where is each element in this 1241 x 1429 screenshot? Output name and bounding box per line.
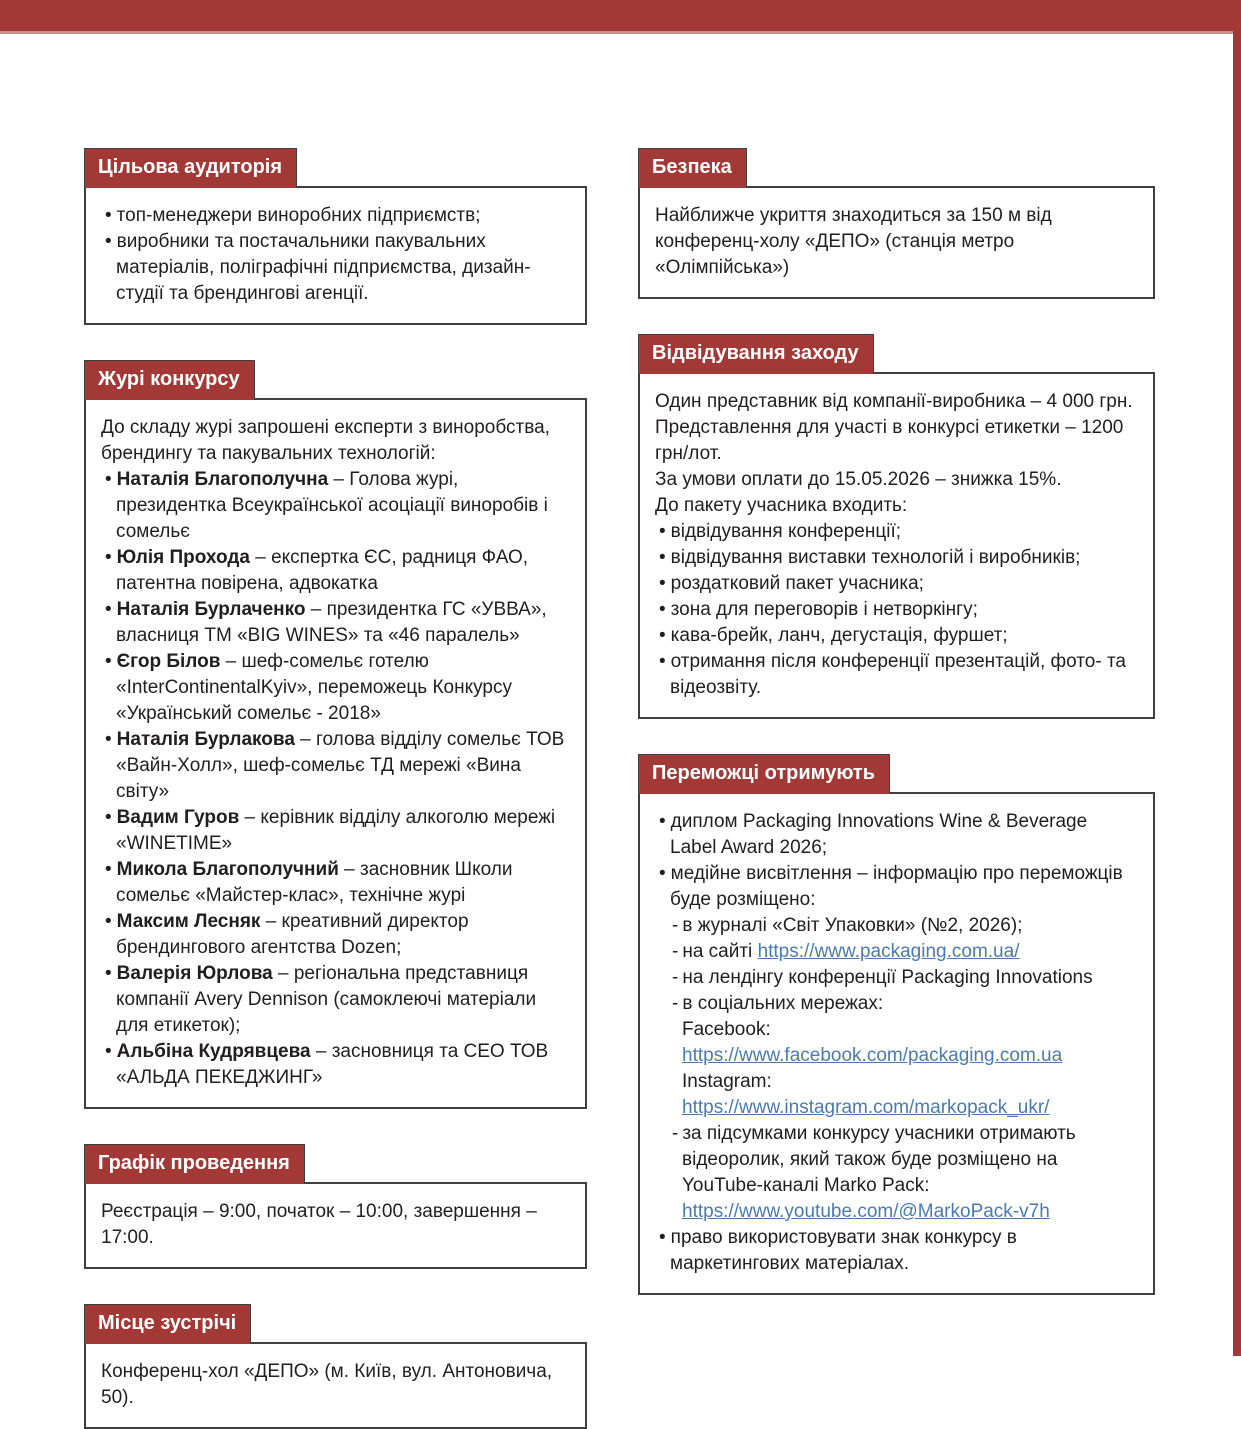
list-item (101, 597, 569, 649)
person-name: Альбіна Кудрявцева (116, 1041, 311, 1062)
text-run: на сайті (682, 941, 758, 962)
person-name: Наталія Бурлакова (116, 729, 295, 750)
section-title: Безпека (652, 156, 732, 178)
list-item (655, 939, 1137, 965)
text-run: відвідування виставки технологій і виробників; (670, 547, 1081, 568)
text-run: Конференц-хол «ДЕПО» (м. Київ, вул. Антоновича, 50). (101, 1361, 553, 1408)
list-item (655, 1017, 1137, 1069)
bullet-marker: • (659, 521, 666, 542)
list-item (655, 519, 1137, 545)
text-run: Один представник від компанії-виробника – 4 000 грн. (655, 391, 1133, 412)
list-item (655, 991, 1137, 1017)
list-item (655, 1225, 1137, 1277)
text-run: диплом Packaging Innovations Wine & Beverage Label Award 2026; (670, 811, 1088, 858)
list-item (655, 809, 1137, 861)
bullet-marker: • (105, 963, 112, 984)
section-body-box (638, 792, 1155, 1295)
bullet-marker: • (659, 863, 666, 884)
text-run: – креативний директор брендингового агентства Dozen; (116, 911, 469, 958)
section-header-tab (638, 148, 747, 188)
bullet-marker: • (105, 469, 112, 490)
list-item (101, 805, 569, 857)
section (638, 754, 1155, 1295)
section-body-box (84, 398, 587, 1109)
list-item (101, 961, 569, 1039)
top-accent-bar (0, 0, 1241, 34)
list-item (655, 913, 1137, 939)
section (84, 360, 587, 1109)
list-item (101, 1039, 569, 1091)
text-run: відвідування конференції; (670, 521, 902, 542)
bullet-marker: • (105, 651, 112, 672)
bullet-marker: • (659, 599, 666, 620)
list-item (101, 649, 569, 727)
list-item (101, 467, 569, 545)
paragraph (101, 1199, 569, 1251)
text-run: топ-менеджери виноробних підприємств; (116, 205, 481, 226)
text-run: Реєстрація – 9:00, початок – 10:00, завершення – 17:00. (101, 1201, 537, 1248)
section-header-tab (638, 334, 874, 374)
section-header-tab (638, 754, 890, 794)
text-run: в соціальних мережах: (682, 993, 884, 1014)
section-body-box (84, 1342, 587, 1429)
bullet-marker: • (659, 651, 666, 672)
text-run: виробники та постачальники пакувальних матеріалів, поліграфічні підприємства, дизайн-студії та брендингові агенції. (116, 231, 531, 304)
bullet-marker: • (105, 1041, 112, 1062)
text-run: Instagram: (682, 1071, 772, 1092)
bullet-marker: • (659, 1227, 666, 1248)
section (84, 1144, 587, 1269)
section-header-tab (84, 148, 297, 188)
text-run: за підсумками конкурсу учасники отримають відеоролик, який також буде розміщено на YouTube-каналі Marko Pack: (682, 1123, 1076, 1196)
text-run: – шеф-сомельє готелю «InterContinentalKyiv», переможець Конкурсу «Український сомельє - 2018» (116, 651, 512, 724)
person-name: Єгор Білов (116, 651, 221, 672)
section-title: Журі конкурсу (98, 368, 240, 390)
text-run: – засновниця та CEO ТОВ «АЛЬДА ПЕКЕДЖИНГ» (116, 1041, 549, 1088)
list-item (101, 857, 569, 909)
section (84, 148, 587, 325)
paragraph (655, 415, 1137, 467)
right-edge-accent-bar (1233, 0, 1241, 1356)
paragraph (101, 1359, 569, 1411)
bullet-marker: • (659, 625, 666, 646)
bullet-marker: • (659, 547, 666, 568)
bullet-marker: • (659, 573, 666, 594)
text-run: – керівник відділу алкоголю мережі «WINETIME» (116, 807, 556, 854)
text-run: – засновник Школи сомельє «Майстер-клас», технічне журі (116, 859, 513, 906)
person-name: Валерія Юрлова (116, 963, 273, 984)
bullet-marker: • (105, 729, 112, 750)
text-run: Facebook: (682, 1019, 771, 1040)
section (638, 334, 1155, 719)
section-title: Переможці отримують (652, 762, 875, 784)
hyperlink[interactable]: https://www.facebook.com/packaging.com.ua (682, 1045, 1063, 1066)
bullet-marker: - (672, 993, 679, 1014)
text-run: на лендінгу конференції Packaging Innovations (682, 967, 1093, 988)
section-header-tab (84, 1144, 305, 1184)
section-title: Місце зустрічі (98, 1312, 237, 1334)
person-name: Максим Лесняк (116, 911, 261, 932)
paragraph (655, 467, 1137, 493)
text-run: зона для переговорів і нетворкінгу; (670, 599, 978, 620)
paragraph (655, 203, 1137, 281)
bullet-marker: • (105, 231, 112, 252)
person-name: Юлія Прохода (116, 547, 250, 568)
list-item (655, 649, 1137, 701)
text-run: До пакету учасника входить: (655, 495, 908, 516)
list-item (655, 597, 1137, 623)
text-run: – експертка ЄС, радниця ФАО, патентна повірена, адвокатка (116, 547, 529, 594)
bullet-marker: • (659, 811, 666, 832)
section-body-box (84, 1182, 587, 1269)
section (638, 148, 1155, 299)
list-item (655, 965, 1137, 991)
bullet-marker: - (672, 941, 679, 962)
section-body-box (638, 372, 1155, 719)
text-run: – президентка ГС «УВВА», власниця ТМ «BIG WINES» та «46 паралель» (116, 599, 547, 646)
bullet-marker: • (105, 547, 112, 568)
list-item (655, 1121, 1137, 1225)
bullet-marker: - (672, 967, 679, 988)
person-name: Микола Благополучний (116, 859, 339, 880)
list-item (655, 571, 1137, 597)
bullet-marker: • (105, 599, 112, 620)
text-run: роздатковий пакет учасника; (670, 573, 924, 594)
text-run: До складу журі запрошені експерти з виноробства, брендингу та пакувальних технологій: (101, 417, 550, 464)
person-name: Наталія Бурлаченко (116, 599, 306, 620)
list-item (101, 909, 569, 961)
text-run: – голова відділу сомельє ТОВ «Вайн-Холл», шеф-сомельє ТД мережі «Вина світу» (116, 729, 565, 802)
bullet-marker: • (105, 859, 112, 880)
bullet-marker: - (672, 1123, 679, 1144)
text-run: – Голова журі, президентка Всеукраїнської асоціації виноробів і сомельє (116, 469, 548, 542)
paragraph (655, 493, 1137, 519)
list-item (655, 861, 1137, 913)
section-body-box (638, 186, 1155, 299)
text-run: Представлення для участі в конкурсі етикетки – 1200 грн/лот. (655, 417, 1124, 464)
person-name: Наталія Благополучна (116, 469, 329, 490)
section-title: Цільова аудиторія (98, 156, 283, 178)
text-run: кава-брейк, ланч, дегустація, фуршет; (670, 625, 1008, 646)
bullet-marker: • (105, 807, 112, 828)
person-name: Вадим Гуров (116, 807, 240, 828)
text-run: За умови оплати до 15.05.2026 – знижка 15%. (655, 469, 1062, 490)
bullet-marker: • (105, 911, 112, 932)
hyperlink[interactable]: https://www.youtube.com/@MarkoPack-v7h (682, 1201, 1050, 1222)
list-item (655, 545, 1137, 571)
text-run: в журналі «Світ Упаковки» (№2, 2026); (682, 915, 1023, 936)
left-column (84, 148, 587, 1429)
bullet-marker: • (105, 205, 112, 226)
list-item (101, 229, 569, 307)
list-item (101, 727, 569, 805)
section-header-tab (84, 360, 255, 400)
list-item (101, 545, 569, 597)
paragraph (101, 415, 569, 467)
text-run: медійне висвітлення – інформацію про переможців буде розміщено: (670, 863, 1123, 910)
section-header-tab (84, 1304, 251, 1344)
bullet-marker: - (672, 915, 679, 936)
list-item (101, 203, 569, 229)
right-column (638, 148, 1155, 1295)
section-title: Графік проведення (98, 1152, 290, 1174)
section (84, 1304, 587, 1429)
paragraph (655, 389, 1137, 415)
text-run: отримання після конференції презентацій, фото- та відеозвіту. (670, 651, 1126, 698)
text-run: – регіональна представниця компанії Avery Dennison (самоклеючі матеріали для етикеток); (116, 963, 537, 1036)
text-run: право використовувати знак конкурсу в маркетингових матеріалах. (670, 1227, 1017, 1274)
text-run: Найближче укриття знаходиться за 150 м від конференц-холу «ДЕПО» (станція метро «Олімпійська») (655, 205, 1052, 278)
hyperlink[interactable]: https://www.packaging.com.ua/ (757, 941, 1020, 962)
section-body-box (84, 186, 587, 325)
list-item (655, 1069, 1137, 1121)
hyperlink[interactable]: https://www.instagram.com/markopack_ukr/ (682, 1097, 1050, 1118)
section-title: Відвідування заходу (652, 342, 859, 364)
list-item (655, 623, 1137, 649)
